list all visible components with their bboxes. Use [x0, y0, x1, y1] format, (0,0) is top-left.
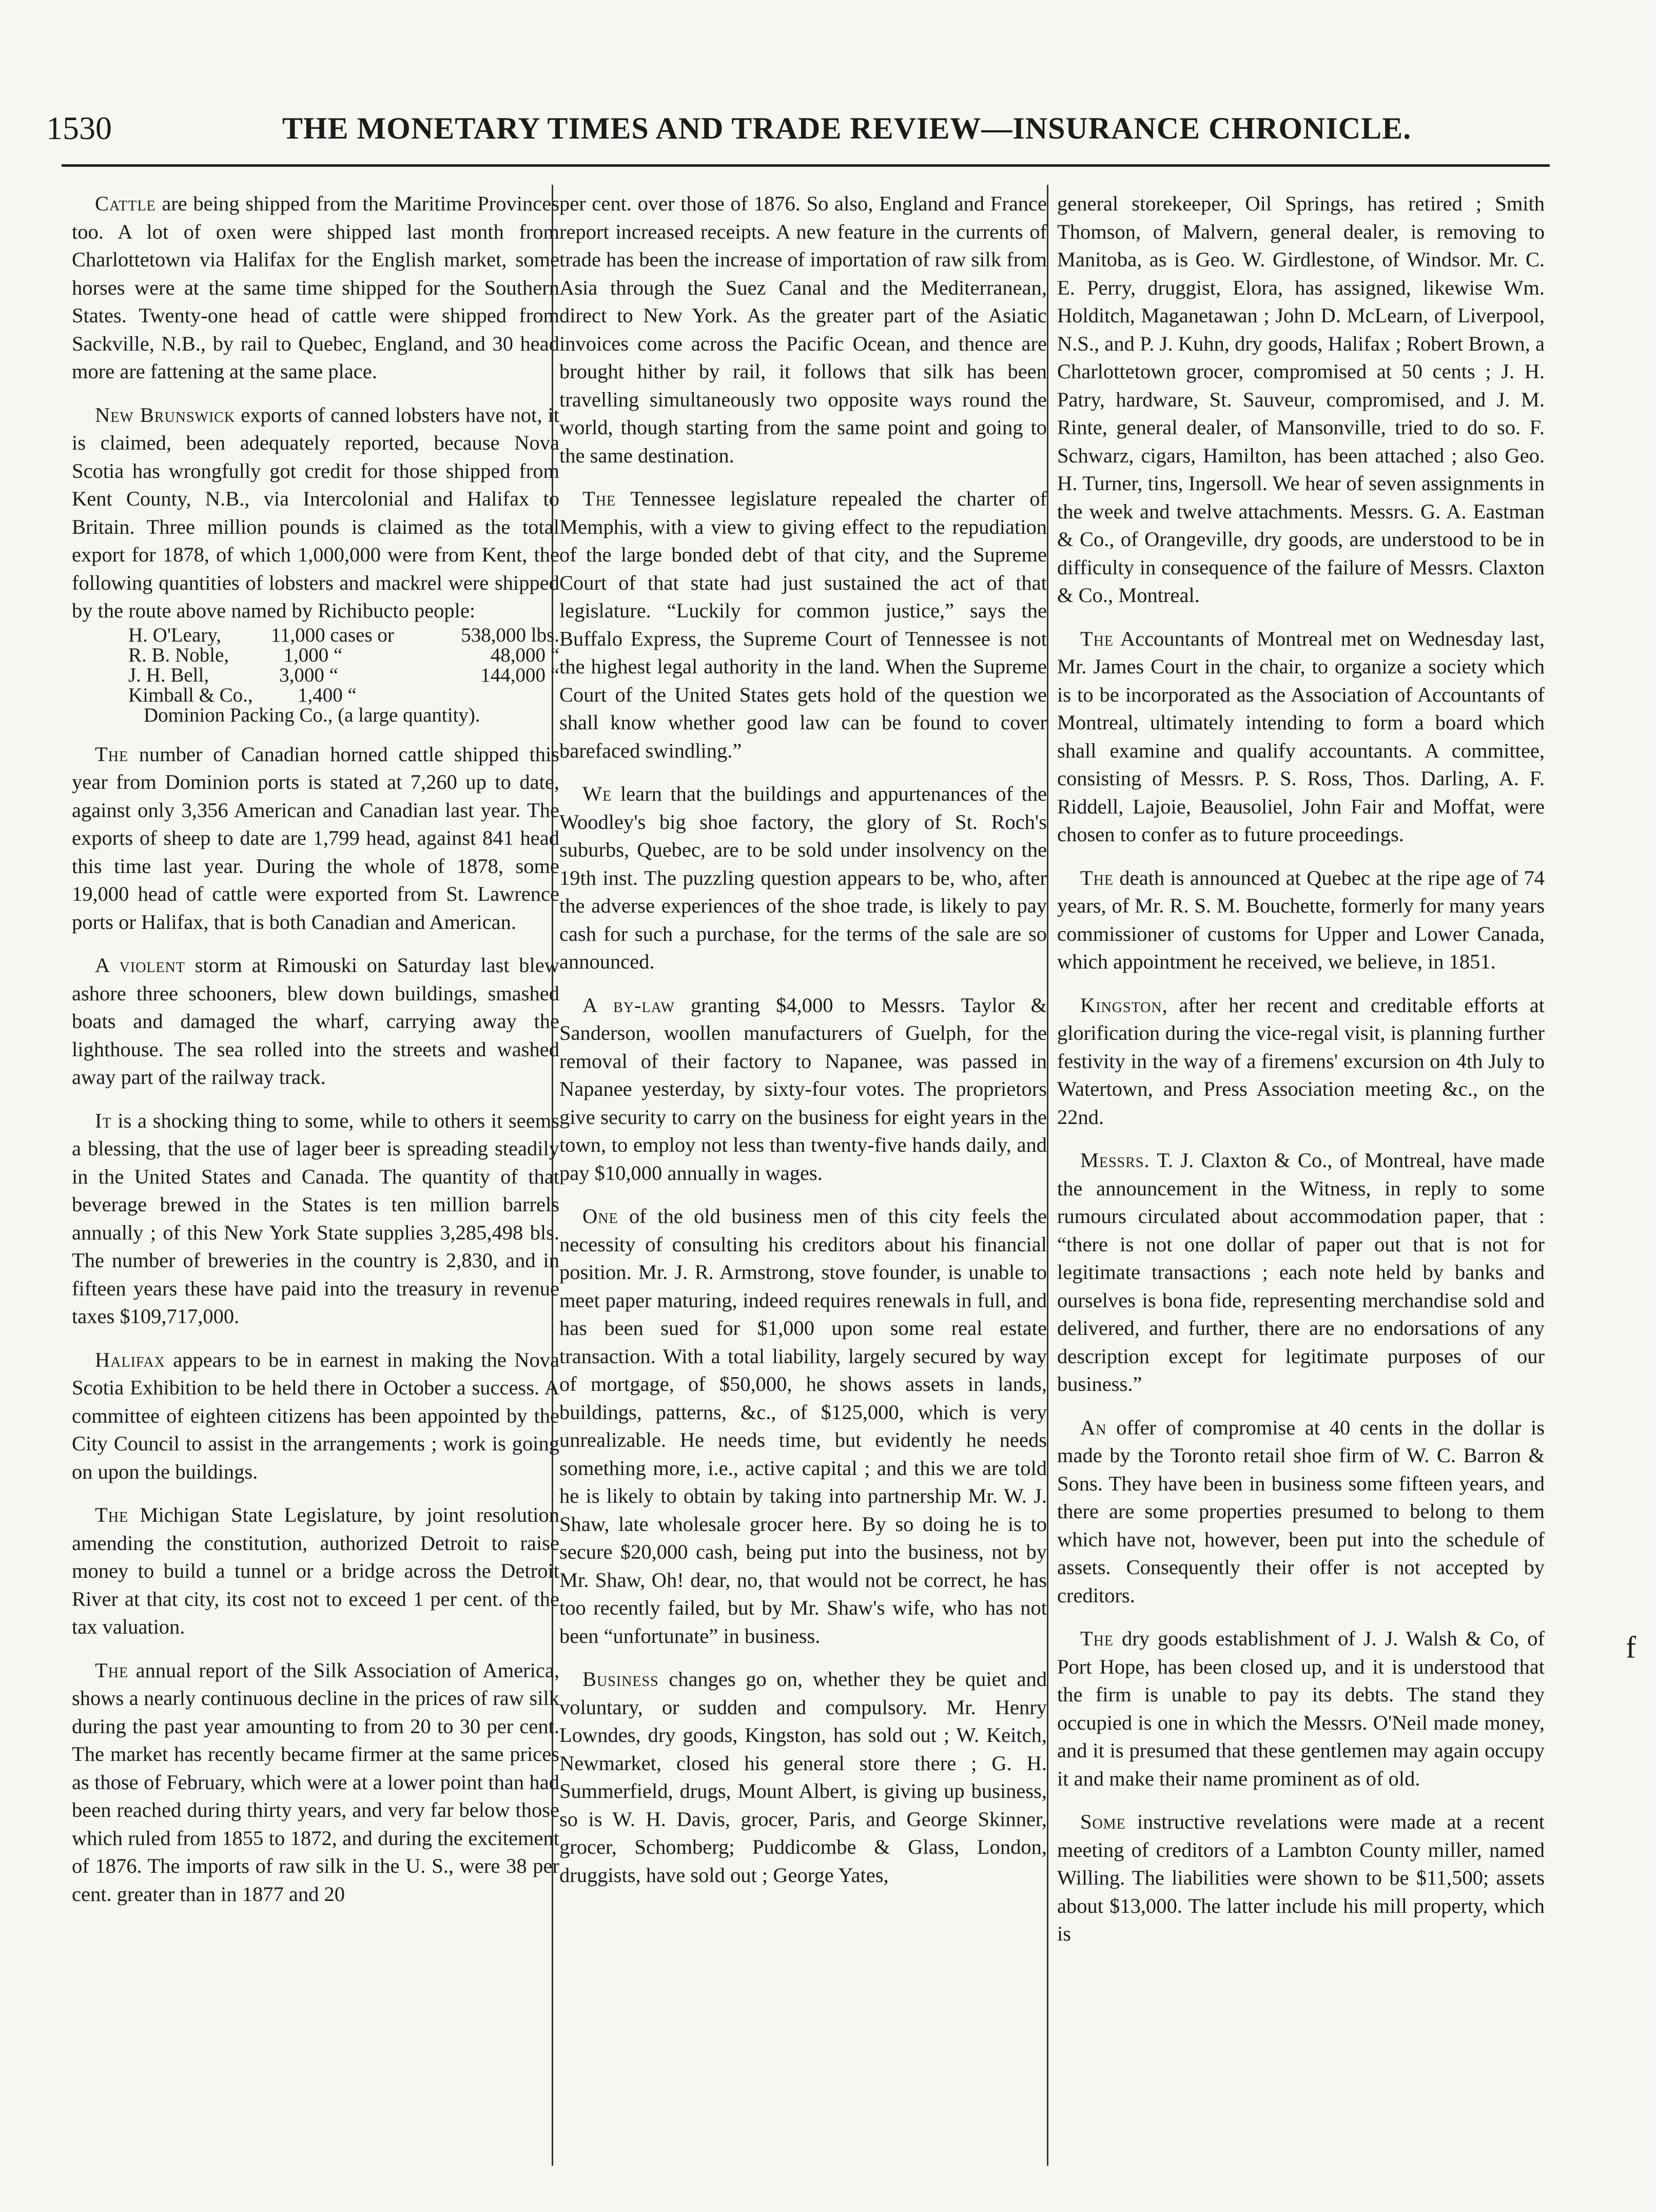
shipper-name: Dominion Packing Co., (a large quantity). [144, 704, 480, 726]
header-rule [62, 164, 1550, 167]
lead-word: The [1080, 1627, 1114, 1650]
list-item [128, 645, 559, 665]
lead-word: Business [582, 1667, 659, 1691]
lead-word: We [582, 782, 612, 805]
lead-word: The [95, 1503, 129, 1526]
article-barron-compromise [1057, 1414, 1545, 1610]
article-body: changes go on, whether they be quiet and voluntary, or sudden and compulsory. Mr. Henry Lowndes, dry goods, Kingston, has sold out ; W. Keitch, Newmarket, closed his general store there ; G. H. Summerfield, drugs, Mount Albert, is giving up business, so is W. H. Davis, grocer, Paris, and George Skinner, grocer, Schomberg; Puddicombe & Glass, London, druggists, have sold out ; George Yates, [559, 1667, 1047, 1887]
shipper-name: J. H. Bell, [128, 664, 209, 686]
lead-word: The [1080, 866, 1114, 889]
article-kingston-festivity [1057, 992, 1545, 1132]
article-body: learn that the buildings and appurtenances of the Woodley's big shoe factory, the glory of St. Roch's suburbs, Quebec, are to be sold under insolvency on the 19th inst. The puzzling question appears to be, who, after the adverse experiences of the shoe trade, is likely to pay cash for such a purchase, for the terms of the sale are so announced. [559, 782, 1047, 973]
article-woodley-shoe-factory [559, 780, 1047, 976]
lead-word: The [95, 742, 129, 766]
lead-word: The [582, 487, 616, 510]
article-body: T. J. Claxton & Co., of Montreal, have made the announcement in the Witness, in reply to some rumours circulated about accommodation paper, that : “there is not one dollar of paper out that is not for legitimate transactions ; each note held by banks and ourselves is bona fide, representing merchandise sold and delivered, and further, there are no endorsations of any description except for legitimate purposes of our business.” [1057, 1149, 1545, 1395]
article-lobsters [72, 401, 559, 625]
lead-word: A violent [95, 954, 185, 977]
shipment-list [128, 625, 559, 725]
shipper-name: H. O'Leary, [128, 624, 222, 646]
article-rimouski-storm [72, 952, 559, 1092]
lead-word: It [95, 1109, 112, 1132]
shipment-qty: 3,000 “ [279, 664, 338, 686]
page-header [46, 108, 1606, 149]
article-napanee-by-law [559, 992, 1047, 1188]
article-walsh-closed [1057, 1625, 1545, 1793]
article-body: , after her recent and creditable efforts at glorification during the vice-regal visit, is planning further festivity in the way of a firemens' excursion on 4th July to Watertown, and Press Association meeting &c., on the 22nd. [1057, 993, 1545, 1129]
article-lager-beer [72, 1107, 559, 1331]
lead-word: Messrs. [1080, 1149, 1150, 1172]
article-body: Accountants of Montreal met on Wednesday last, Mr. James Court in the chair, to organize a society which is to be incorporated as the Association of Accountants of Montreal, ultimately intending to form a board which shall examine and qualify accountants. A committee, consisting of Messrs. P. S. Ross, Thos. Darling, A. F. Riddell, Lajoie, Beausoliel, John Fair and Moffat, were chosen to confer as to future proceedings. [1057, 627, 1545, 846]
lead-word: A by-law [582, 993, 675, 1017]
shipment-lbs: 538,000 lbs. [461, 624, 559, 646]
shipment-lbs: 48,000 “ [490, 644, 559, 666]
article-halifax-exhibition [72, 1346, 559, 1486]
article-body: number of Canadian horned cattle shipped this year from Dominion ports is stated at 7,260 up to date, against only 3,356 American and Canadian last year. The exports of sheep to date are 1,799 head, against 841 head this time last year. During the whole of 1878, some 19,000 head of cattle were exported from St. Lawrence ports or Halifax, that is both Canadian and American. [72, 742, 559, 934]
article-michigan-legislature [72, 1501, 559, 1641]
article-body: granting $4,000 to Messrs. Taylor & Sanderson, woollen manufacturers of Guelph, for the removal of their factory to Napanee, was passed in Napanee yesterday, by sixty-four votes. The proprietors give security to carry on the business for eight years in the town, to employ not less than twenty-five hands daily, and pay $10,000 annually in wages. [559, 993, 1047, 1185]
column-1 [72, 190, 559, 1924]
article-willing-creditors [1057, 1808, 1545, 1948]
lead-word: Kingston [1080, 993, 1162, 1017]
column-2 [559, 190, 1047, 1905]
shipment-qty: 1,400 “ [298, 684, 357, 706]
lead-word: The [95, 1658, 129, 1682]
article-body: Michigan State Legislature, by joint resolution amending the constitution, authorized Detroit to raise money to build a tunnel or a bridge across the Detroit River at that city, its cost not to exceed 1 per cent. of the tax valuation. [72, 1503, 559, 1638]
article-body: is a shocking thing to some, while to others it seems a blessing, that the use of lager beer is spreading steadily in the United States and Canada. The quantity of that beverage brewed in the States is ten million barrels annually ; of this New York State supplies 3,285,498 bls. The number of breweries in the country is 2,830, and in fifteen years these have paid into the treasury in revenue taxes $109,717,000. [72, 1109, 559, 1328]
article-body: exports of canned lobsters have not, it is claimed, been adequately reported, because Nova Scotia has wrongfully got credit for those shipped from Kent County, N.B., via Intercolonial and Halifax to Britain. Three million pounds is claimed as the total export for 1878, of which 1,000,000 were from Kent, the following quantities of lobsters and mackrel were shipped by the route above named by Richibucto people: [72, 403, 559, 622]
article-cattle [72, 190, 559, 386]
article-body: are being shipped from the Maritime Provinces too. A lot of oxen were shipped last month from Charlottetown via Halifax for the English market, some horses were at the same time shipped for the Southern States. Twenty-one head of cattle were shipped from Sackville, N.B., by rail to Quebec, England, and 30 head more are fattening at the same place. [72, 192, 559, 383]
column-3 [1057, 190, 1545, 1964]
article-tennessee-legislature [559, 485, 1047, 765]
lead-word: The [1080, 627, 1114, 650]
list-item [144, 705, 559, 725]
article-claxton-announcement [1057, 1147, 1545, 1399]
article-business-changes-continued: general storekeeper, Oil Springs, has retired ; Smith Thomson, of Malvern, general dealer, is removing to Manitoba, as is Geo. W. Girdlestone, of Windsor. Mr. C. E. Perry, druggist, Elora, has assigned, likewise Wm. Holditch, Maganetawan ; John D. McLearn, of Liverpool, N.S., and P. J. Kuhn, dry goods, Halifax ; Robert Brown, a Charlottetown grocer, compromised at 50 cents ; J. H. Patry, hardware, St. Sauveur, compromised, and J. M. Rinte, general dealer, of Mansonville, tried to do so. F. Schwarz, cigars, Hamilton, has been attached ; also Geo. H. Turner, tins, Ingersoll. We hear of seven assignments in the week and twelve attachments. Messrs. G. A. Eastman & Co., of Orangeville, dry goods, are understood to be in difficulty in consequence of the failure of Messrs. Claxton & Co., Montreal. [1057, 192, 1545, 607]
article-body: offer of compromise at 40 cents in the dollar is made by the Toronto retail shoe firm of W. C. Barron & Sons. They have been in business some fifteen years, and there are some properties presumed to belong to them which have not, however, been put into the schedule of assets. Consequently their offer is not accepted by creditors. [1057, 1415, 1545, 1607]
page-number: 1530 [46, 110, 112, 146]
lead-word: An [1080, 1415, 1107, 1439]
article-horned-cattle [72, 741, 559, 937]
lead-word: Cattle [95, 192, 156, 215]
lead-word: One [582, 1205, 618, 1228]
article-body: instructive revelations were made at a recent meeting of creditors of a Lambton County miller, named Willing. The liabilities were shown to be $11,500; assets about $13,000. The latter include his mill property, which is [1057, 1810, 1545, 1945]
list-item [128, 625, 559, 645]
article-silk-association [72, 1657, 559, 1909]
margin-mark: f [1626, 1631, 1636, 1664]
shipment-qty: 11,000 cases or [270, 624, 394, 646]
column-rule [1047, 185, 1048, 2166]
shipment-lbs: 144,000 “ [480, 664, 559, 686]
article-body: death is announced at Quebec at the ripe age of 74 years, of Mr. R. S. M. Bouchette, formerly for many years commissioner of customs for Upper and Lower Canada, which appointment he received, we believe, in 1851. [1057, 866, 1545, 973]
article-business-changes [559, 1665, 1047, 1889]
shipper-name: Kimball & Co., [128, 684, 253, 706]
article-body: dry goods establishment of J. J. Walsh & Co, of Port Hope, has been closed up, and it is understood that the firm is unable to pay its debts. The stand they occupied is one in which the Messrs. O'Neil made money, and it is presumed that these gentlemen may again occupy it and make their name prominent as of old. [1057, 1627, 1545, 1790]
lead-word: Some [1080, 1810, 1126, 1833]
article-body: annual report of the Silk Association of America, shows a nearly continuous decline in the prices of raw silk during the past year amounting to from 20 to 30 per cent. The market has recently became firmer at the same prices as those of February, which were at a lower point than had been reached during thirty years, and very far below those which ruled from 1855 to 1872, and during the excitement of 1876. The imports of raw silk in the U. S., were 38 per cent. greater than in 1877 and 20 [72, 1658, 559, 1906]
article-bouchette-death [1057, 864, 1545, 976]
lead-word: New Brunswick [95, 403, 236, 426]
article-silk-continued: per cent. over those of 1876. So also, England and France report increased receipts. A new feature in the currents of trade has been the increase of importation of raw silk from Asia through the Suez Canal and the Mediterranean, direct to New York. As the greater part of the Asiatic invoices come across the Pacific Ocean, and thence are brought hither by rail, it follows that silk has been travelling simultaneously two opposite ways round the world, though starting from the same point and going to the same destination. [559, 192, 1047, 467]
article-armstrong-creditors [559, 1202, 1047, 1650]
article-body: appears to be in earnest in making the Nova Scotia Exhibition to be held there in October a success. A committee of eighteen citizens has been appointed by the City Council to assist in the arrangements ; work is going on upon the buildings. [72, 1348, 559, 1483]
article-accountants-montreal [1057, 625, 1545, 849]
list-item [128, 685, 559, 705]
shipper-name: R. B. Noble, [128, 644, 229, 666]
lead-word: Halifax [95, 1348, 165, 1371]
article-body: storm at Rimouski on Saturday last blew ashore three schooners, blew down buildings, smashed boats and damaged the wharf, carrying away the lighthouse. The sea rolled into the streets and washed away part of the railway track. [72, 954, 559, 1089]
list-item [128, 665, 559, 685]
article-body: of the old business men of this city feels the necessity of consulting his creditors about his financial position. Mr. J. R. Armstrong, stove founder, is unable to meet paper maturing, indeed requires renewals in full, and has been sued for $1,000 upon some real estate transaction. With a total liability, largely secured by way of mortgage, of $50,000, he shows assets in lands, buildings, patterns, &c., of $125,000, which is very unrealizable. He needs time, but evidently he needs something more, i.e., active capital ; and this we are told he is likely to obtain by taking into partnership Mr. W. J. Shaw, late wholesale grocer here. By so doing he is to secure $20,000 cash, being put into the business, not by Mr. Shaw, Oh! dear, no, that would not be correct, he has too recently failed, but by Mr. Shaw's wife, who has not been “unfortunate” in business. [559, 1205, 1047, 1647]
masthead-title: THE MONETARY TIMES AND TRADE REVIEW—INSURANCE CHRONICLE. [282, 111, 1412, 145]
shipment-qty: 1,000 “ [283, 644, 343, 666]
article-body: Tennessee legislature repealed the charter of Memphis, with a view to giving effect to the repudiation of the large bonded debt of that city, and the Supreme Court of that state had just sustained the act of that legislature. “Luckily for common justice,” says the Buffalo Express, the Supreme Court of Tennessee is not the highest legal authority in the land. When the Supreme Court of the United States gets hold of the question we shall know whether good law can be found to cover barefaced swindling.” [559, 487, 1047, 762]
